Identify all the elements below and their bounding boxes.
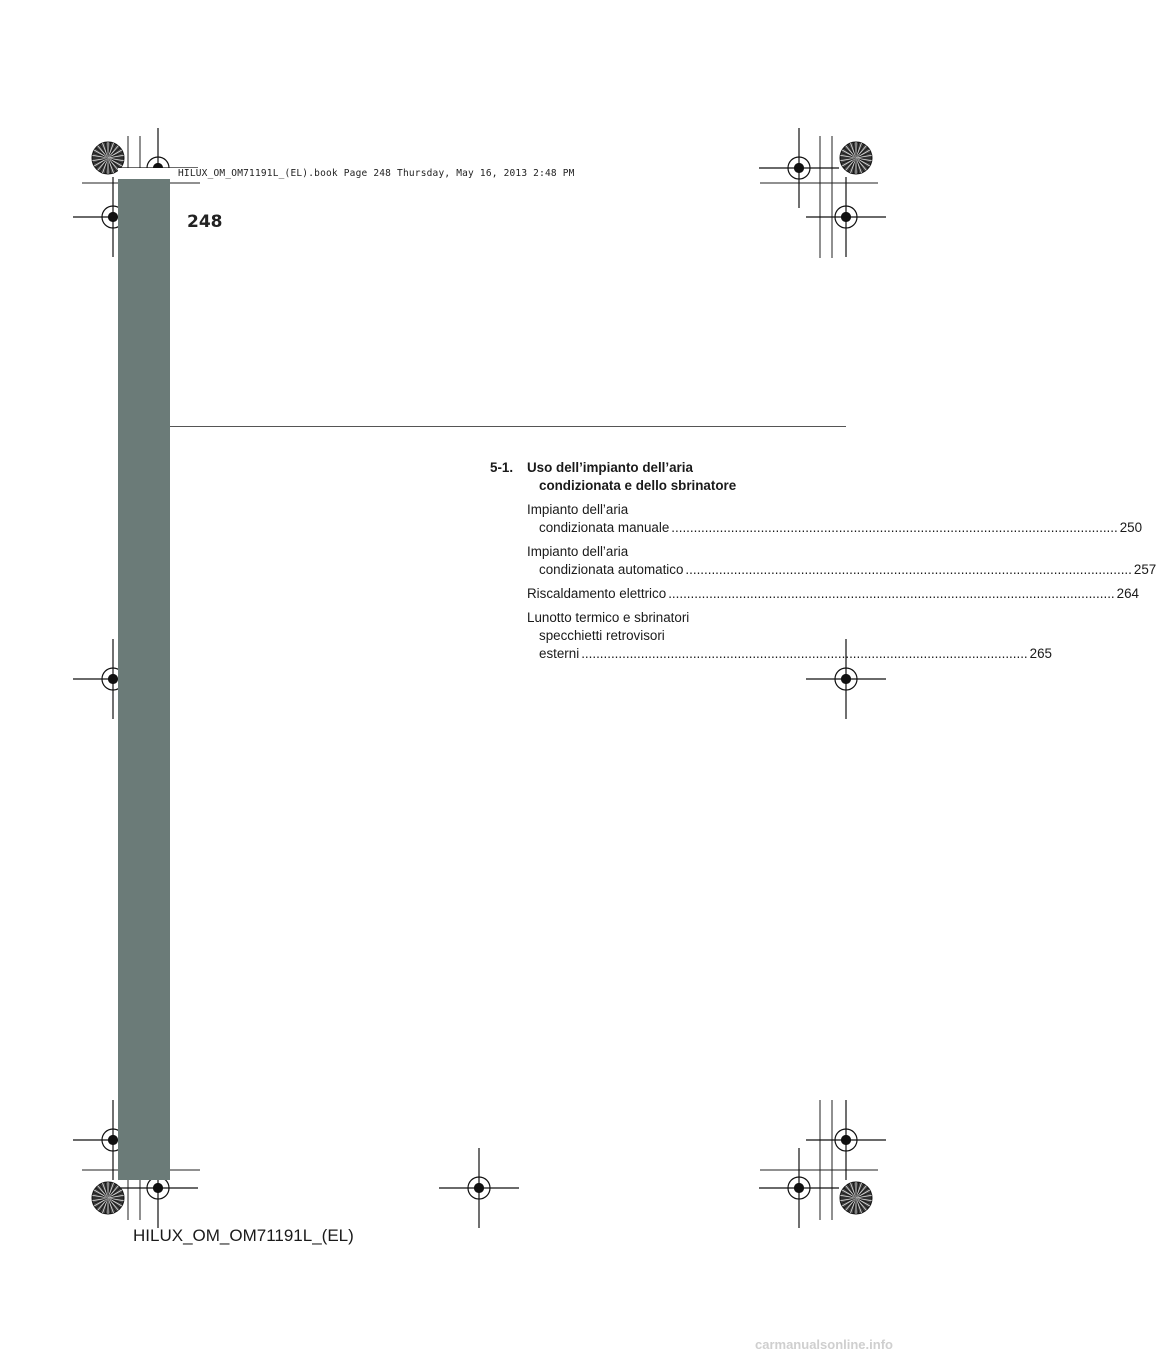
horizontal-rule	[170, 426, 846, 427]
toc-entry-text: condizionata automatico	[539, 562, 684, 577]
toc-entry-text: Impianto dell’aria	[527, 544, 629, 559]
page-number: 248	[187, 212, 223, 232]
toc-page-number: 250	[1119, 520, 1143, 535]
toc-page-number: 265	[1029, 646, 1052, 661]
sunburst-mark	[92, 1182, 124, 1214]
dot-leader: ........................................................................................................................	[581, 646, 1028, 661]
toc-entry[interactable]	[527, 585, 1139, 603]
sunburst-mark	[840, 142, 872, 174]
toc-entry-text: condizionata manuale	[539, 520, 670, 535]
registration-target	[806, 177, 886, 257]
site-watermark: carmanualsonline.info	[755, 1337, 893, 1352]
registration-target	[759, 128, 839, 208]
dot-leader: ........................................................................................................................	[671, 520, 1118, 535]
registration-target	[759, 1148, 839, 1228]
document-code-footer: HILUX_OM_OM71191L_(EL)	[133, 1226, 354, 1245]
toc-page-number: 264	[1116, 586, 1139, 601]
section-number: 5-1.	[490, 460, 514, 475]
dot-leader: ........................................................................................................................	[685, 562, 1132, 577]
toc-entry-text: esterni	[539, 646, 580, 661]
toc-entry-text: Lunotto termico e sbrinatori	[527, 610, 690, 625]
sunburst-mark	[840, 1182, 872, 1214]
dot-leader: ........................................................................................................................	[668, 586, 1115, 601]
toc-section-heading	[490, 459, 742, 495]
toc-entry[interactable]	[527, 543, 1156, 579]
section-title-line-2: condizionata e dello sbrinatore	[539, 478, 737, 493]
toc-entry-text: Impianto dell’aria	[527, 502, 629, 517]
chapter-sidebar-bar	[118, 178, 170, 1180]
registration-target	[439, 1148, 519, 1228]
table-of-contents	[490, 459, 1156, 663]
toc-page-number: 257	[1133, 562, 1156, 577]
file-info-header: HILUX_OM_OM71191L_(EL).book Page 248 Thursday, May 16, 2013 2:48 PM	[118, 168, 579, 179]
toc-entry-text: Riscaldamento elettrico	[527, 586, 667, 601]
toc-entry[interactable]	[527, 501, 1143, 537]
registration-target	[806, 1100, 886, 1180]
section-title-line-1: Uso dell’impianto dell’aria	[527, 460, 693, 475]
toc-entry-text: specchietti retrovisori	[539, 628, 665, 643]
toc-entry[interactable]	[527, 609, 1052, 663]
